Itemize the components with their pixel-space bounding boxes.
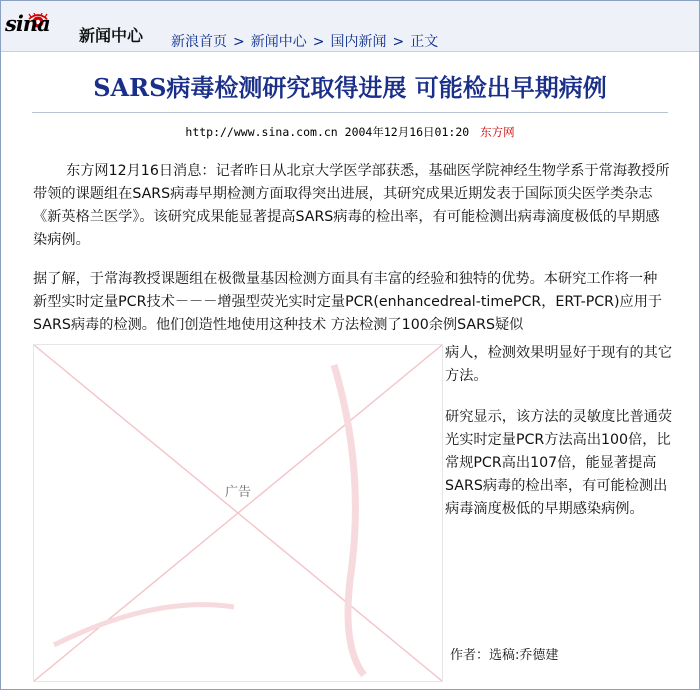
article-datetime: 2004年12月16日01:20 [344, 125, 470, 139]
breadcrumb-domestic-news[interactable]: 国内新闻 [330, 34, 387, 50]
article-author: 作者：选稿:乔德建 [450, 648, 559, 663]
title-divider [32, 112, 668, 113]
article-title: SARS病毒检测研究取得进展 可能检出早期病例 [93, 73, 607, 102]
news-center-title[interactable]: 新闻中心 [79, 26, 144, 45]
article-meta [0, 124, 700, 140]
article-paragraph: 研究显示，该方法的灵敏度比普通荧光实时定量PCR方法高出100倍，比常规PCR高出107倍，能显著提高SARS病毒的检出率，有可能检测出病毒滴度极低的早期感染病例。 [445, 409, 673, 517]
breadcrumb-separator: > [392, 34, 405, 50]
sina-logo-text[interactable]: sina [5, 11, 50, 36]
article-source[interactable]: 东方网 [480, 125, 515, 139]
article-paragraph: 东方网12月16日消息：记者昨日从北京大学医学部获悉，基础医学院神经生物学系于常海教授所带领的课题组在SARS病毒早期检测方面取得突出进展，其研究成果近期发表于国际顶尖医学类杂志《新英格兰医学》。该研究成果能显著提高SARS病毒的检出率，有可能检测出病毒滴度极低的早期感染病例。 [33, 163, 670, 248]
breadcrumb-news-center[interactable]: 新闻中心 [250, 34, 307, 50]
article-paragraph: 病人，检测效果明显好于现有的其它方法。 [445, 345, 673, 384]
site-header [1, 1, 699, 52]
breadcrumb [171, 31, 438, 51]
article-paragraph: 据了解，于常海教授课题组在极微量基因检测方面具有丰富的经验和独特的优势。本研究工作将一种新型实时定量PCR技术－－－增强型荧光实时定量PCR(enhancedreal-timePCR，ERT-PCR)应用于SARS病毒的检测。他们创造性地使用这种技术 方法检测了100余例SARS疑似 [33, 271, 663, 333]
article-url[interactable]: http://www.sina.com.cn [185, 125, 338, 139]
breadcrumb-separator: > [312, 34, 325, 50]
breadcrumb-body[interactable]: 正文 [410, 34, 439, 50]
ad-placeholder[interactable] [33, 344, 443, 682]
breadcrumb-sina-home[interactable]: 新浪首页 [171, 34, 227, 50]
ad-label: 广告 [225, 485, 252, 500]
ad-cross-graphic [34, 345, 442, 681]
breadcrumb-separator: > [233, 34, 245, 50]
